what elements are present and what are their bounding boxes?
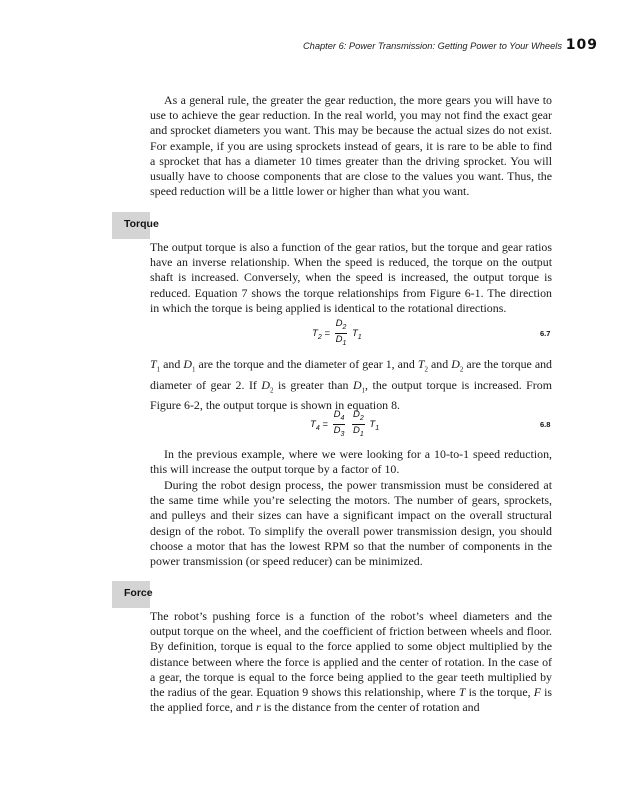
equation-number-6-8: 6.8 <box>540 420 551 429</box>
force-heading: Force <box>124 587 153 599</box>
eq7-fraction <box>335 318 348 349</box>
torque-paragraph-1: The output torque is also a function of the gear ratios, but the torque and gear ratios have an inverse relationship. When the speed is reduced, the torque on the output shaft is increased. Conversely, when the speed is increased, the output torque is reduced. Equation 7 shows the torque relationships from Figure 6-1. The direction in which the torque is being applied is identical to the rotational directions. <box>150 240 552 315</box>
force-paragraph: The robot’s pushing force is a function of the robot’s wheel diameters and the output torque on the wheel, and the coefficient of friction between wheels and floor. By definition, torque is equal to the force applied to some object multiplied by the distance between where the force is applied and the center of rotation. In the case of a gear, the torque is equal to the force being applied to the gear teeth multiplied by the radius of the gear. Equation 9 shows this relationship, where T is the torque, F is the applied force, and r is the distance from the center of rotation and <box>150 609 552 715</box>
page-header <box>0 38 620 58</box>
eq7-denominator-sub: 1 <box>342 339 347 347</box>
eq7-rhs-sub: 1 <box>357 333 362 341</box>
eq7-rhs: T <box>351 327 358 339</box>
equation-number-6-7: 6.7 <box>540 329 551 338</box>
eq8-equals: = <box>322 418 328 430</box>
eq8-fraction-2: $\frac{D_2}{D_1}$ <box>352 409 364 438</box>
eq7-numerator-sub: 2 <box>342 323 347 331</box>
torque-paragraph-3: In the previous example, where we were looking for a 10-to-1 speed reduction, this will increase the output torque by a factor of 10. <box>150 447 552 477</box>
torque-paragraph-2: $T_1$ and $D_1$ are the torque and the diameter of gear 1, and $T_2$ and $D_2$ are the torque and diameter of gear 2. If $D_2$ is greater than $D_1$, the output torque is increased. From Figure 6-2, the output torque is shown in equation 8. <box>150 357 552 413</box>
eq8-lhs-sub: 4 <box>315 424 320 432</box>
eq7-numerator: D <box>335 318 343 329</box>
eq7-lhs-sub: 2 <box>317 333 322 341</box>
equation-6-8 <box>310 409 379 440</box>
running-head: Chapter 6: Power Transmission: Getting Power to Your Wheels <box>302 41 562 51</box>
eq8-rhs: T <box>369 418 376 430</box>
eq8-rhs-sub: 1 <box>375 424 380 432</box>
eq7-denominator: D <box>335 333 343 345</box>
equation-6-7 <box>312 318 362 349</box>
intro-paragraph: As a general rule, the greater the gear reduction, the more gears you will have to use to achieve the gear reduction. In the real world, you may not find the exact gear and sprocket diameters you want. This may be because the actual sizes do not exist. For example, if you are using sprockets instead of gears, it is rare to be able to find a sprocket that has a diameter 10 times greater than the driving sprocket. You will usually have to choose components that are close to the values you want. Thus, the speed reduction will be a little lower or higher than what you want. <box>150 93 552 199</box>
eq8-fraction-1: $\frac{D_4}{D_3}$ <box>333 409 345 438</box>
eq8-lhs: T <box>310 418 316 430</box>
eq7-equals: = <box>324 327 330 339</box>
eq7-lhs: T <box>312 327 318 339</box>
page-number: 109 <box>565 37 598 53</box>
torque-heading: Torque <box>124 218 159 230</box>
torque-paragraph-4: During the robot design process, the power transmission must be considered at the same time while you’re selecting the motors. The number of gears, sprockets, and pulleys and their sizes can have a significant impact on the overall structural design of the robot. To simplify the overall power transmission design, you should choose a motor that has the lowest RPM so that the number of components in the power transmission (or speed reducer) can be minimized. <box>150 478 552 569</box>
